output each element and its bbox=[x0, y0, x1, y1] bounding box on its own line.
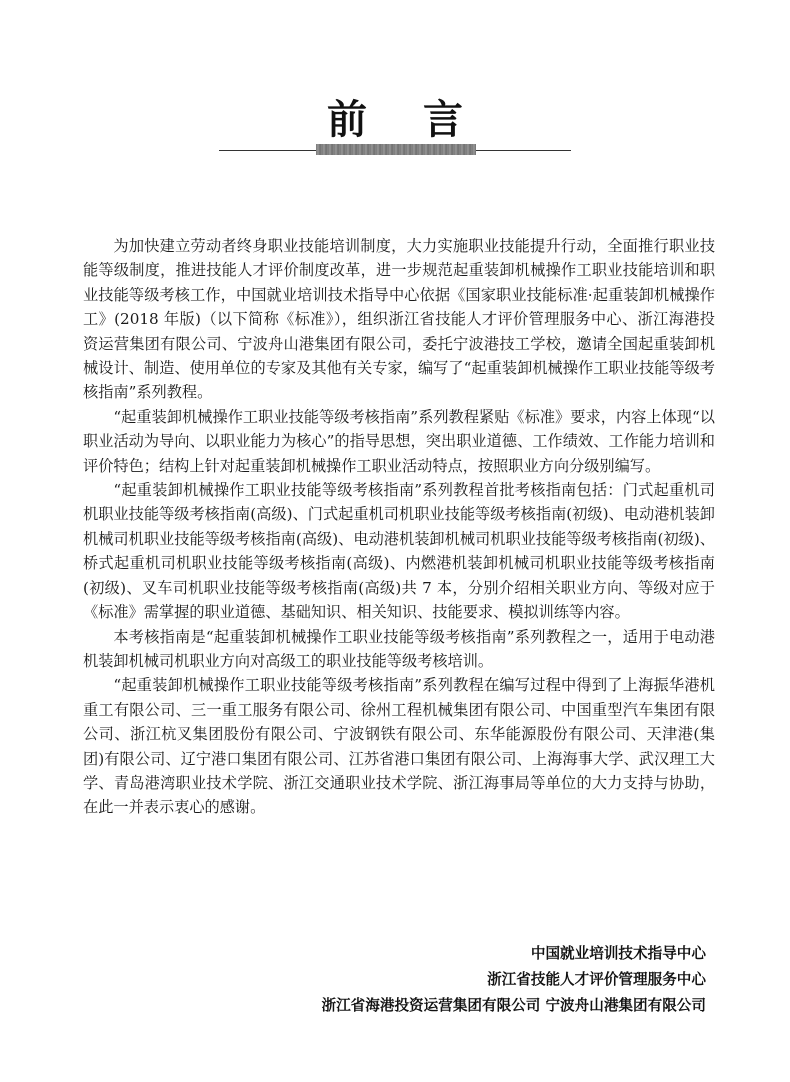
page-title: 前言 bbox=[327, 97, 519, 143]
title-underline-band bbox=[316, 144, 476, 155]
signature-line-3: 浙江省海港投资运营集团有限公司 宁波舟山港集团有限公司 bbox=[321, 997, 706, 1014]
paragraph-1: 为加快建立劳动者终身职业技能培训制度，大力实施职业技能提升行动，全面推行职业技能等级制度，推进技能人才评价制度改革，进一步规范起重装卸机械操作工职业技能培训和职业技能等级考核工作，中国就业培训技术指导中心依据《国家职业技能标准·起重装卸机械操作工》(2018 年版)（以下简称《标准》），组织浙江省技能人才评价管理服务中心、浙江海港投资运营集团有限公司、宁波舟山港集团有限公司，委托宁波港技工学校，邀请全国起重装卸机械设计、制造、使用单位的专家及其他有关专家，编写了“起重装卸机械操作工职业技能等级考核指南”系列教程。 bbox=[83, 237, 715, 402]
paragraph-2: “起重装卸机械操作工职业技能等级考核指南”系列教程紧贴《标准》要求，内容上体现“以职业活动为导向、以职业能力为核心”的指导思想，突出职业道德、工作绩效、工作能力培训和评价特色；结构上针对起重装卸机械操作工职业活动特点，按照职业方向分级别编写。 bbox=[83, 407, 715, 475]
signature-line-2: 浙江省技能人才评价管理服务中心 bbox=[487, 971, 706, 988]
signature-line-1: 中国就业培训技术指导中心 bbox=[530, 945, 706, 962]
paragraph-5: “起重装卸机械操作工职业技能等级考核指南”系列教程在编写过程中得到了上海振华港机重工有限公司、三一重工服务有限公司、徐州工程机械集团有限公司、中国重型汽车集团有限公司、浙江杭叉集团股份有限公司、宁波钢铁有限公司、东华能源股份有限公司、天津港(集团)有限公司、辽宁港口集团有限公司、江苏省港口集团有限公司、上海海事大学、武汉理工大学、青岛港湾职业技术学院、浙江交通职业技术学院、浙江海事局等单位的大力支持与协助，在此一并表示衷心的感谢。 bbox=[83, 676, 715, 817]
preface-body bbox=[83, 234, 715, 820]
signature-block bbox=[321, 941, 706, 1019]
paragraph-4: 本考核指南是“起重装卸机械操作工职业技能等级考核指南”系列教程之一，适用于电动港机装卸机械司机职业方向对高级工的职业技能等级考核培训。 bbox=[83, 627, 715, 670]
paragraph-3: “起重装卸机械操作工职业技能等级考核指南”系列教程首批考核指南包括：门式起重机司机职业技能等级考核指南(高级)、门式起重机司机职业技能等级考核指南(初级)、电动港机装卸机械司机职业技能等级考核指南(高级)、电动港机装卸机械司机职业技能等级考核指南(初级)、桥式起重机司机职业技能等级考核指南(高级)、内燃港机装卸机械司机职业技能等级考核指南(初级)、叉车司机职业技能等级考核指南(高级)共 7 本，分别介绍相关职业方向、等级对应于《标准》需掌握的职业道德、基础知识、相关知识、技能要求、模拟训练等内容。 bbox=[83, 481, 715, 622]
